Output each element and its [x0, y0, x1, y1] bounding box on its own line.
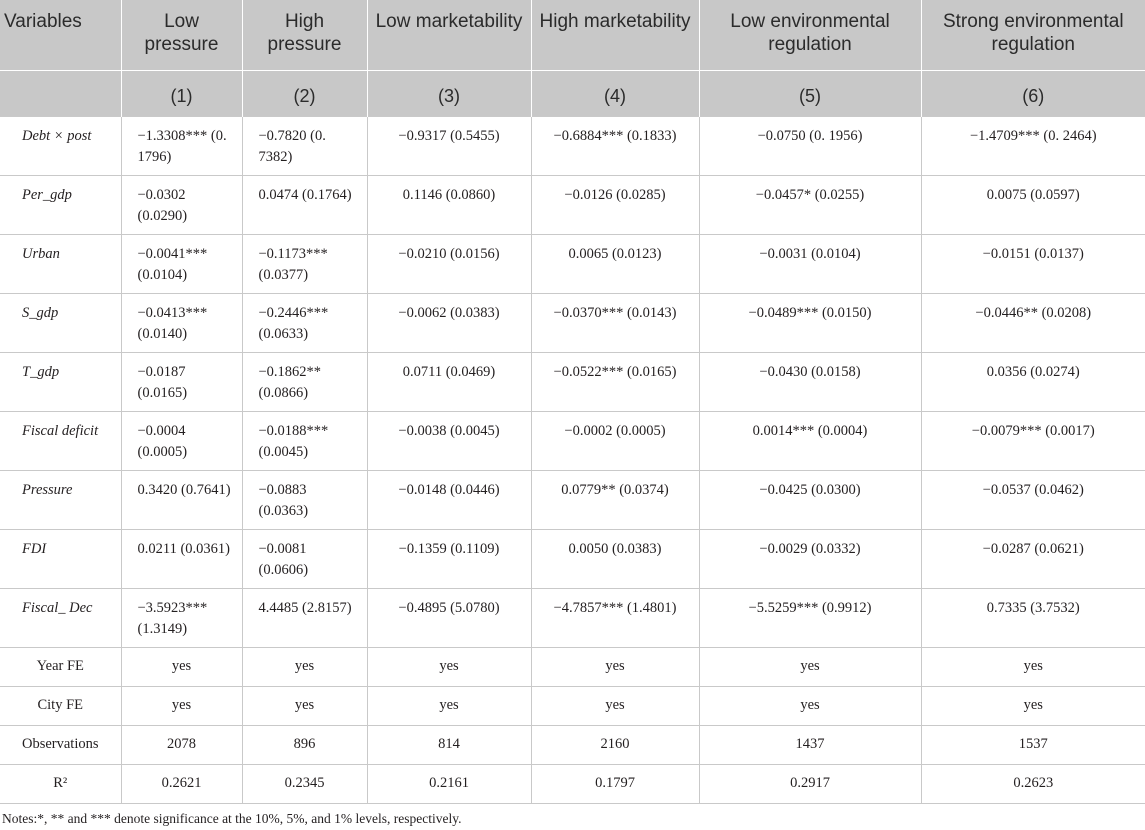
table-cell: yes: [921, 686, 1145, 725]
table-cell: −0.0126 (0.0285): [531, 175, 699, 234]
table-cell: 0.0711 (0.0469): [367, 352, 531, 411]
table-cell: −0.0413*** (0.0140): [121, 293, 242, 352]
header-row-numbers: [0, 70, 1145, 116]
table-cell: −0.0187 (0.0165): [121, 352, 242, 411]
row-label: FDI: [0, 529, 121, 588]
table-notes: Notes:*, ** and *** denote significance at the 10%, 5%, and 1% levels, respectively.: [2, 811, 462, 826]
table-cell: −4.7857*** (1.4801): [531, 588, 699, 647]
table-cell: −0.0081 (0.0606): [242, 529, 367, 588]
table-row: [0, 588, 1145, 647]
row-label: Debt × post: [0, 116, 121, 175]
table-cell: 0.7335 (3.7532): [921, 588, 1145, 647]
table-cell: 896: [242, 725, 367, 764]
table-cell: −0.1359 (0.1109): [367, 529, 531, 588]
table-cell: −0.0004 (0.0005): [121, 411, 242, 470]
table-cell: yes: [242, 647, 367, 686]
table-cell: 0.1146 (0.0860): [367, 175, 531, 234]
table-header: [0, 0, 1145, 116]
table-cell: −0.1173*** (0.0377): [242, 234, 367, 293]
table-cell: −5.5259*** (0.9912): [699, 588, 921, 647]
table-cell: −0.0430 (0.0158): [699, 352, 921, 411]
table-cell: −0.0522*** (0.0165): [531, 352, 699, 411]
table-cell: 0.3420 (0.7641): [121, 470, 242, 529]
row-label: Fiscal deficit: [0, 411, 121, 470]
table-cell: −1.4709*** (0. 2464): [921, 116, 1145, 175]
table-cell: −0.0287 (0.0621): [921, 529, 1145, 588]
table-cell: 0.2345: [242, 764, 367, 803]
table-row: [0, 647, 1145, 686]
table-cell: −0.0446** (0.0208): [921, 293, 1145, 352]
table-cell: 1537: [921, 725, 1145, 764]
table-cell: yes: [367, 647, 531, 686]
table-cell: −0.0210 (0.0156): [367, 234, 531, 293]
table-cell: yes: [367, 686, 531, 725]
table-cell: −1.3308*** (0. 1796): [121, 116, 242, 175]
table-cell: 0.2621: [121, 764, 242, 803]
row-label: R²: [0, 764, 121, 803]
row-label: City FE: [0, 686, 121, 725]
table-cell: 0.2161: [367, 764, 531, 803]
table-row: [0, 175, 1145, 234]
table-body: [0, 116, 1145, 803]
table-cell: −0.0041*** (0.0104): [121, 234, 242, 293]
column-number-6: (6): [921, 70, 1145, 116]
column-number-4: (4): [531, 70, 699, 116]
table-cell: −0.6884*** (0.1833): [531, 116, 699, 175]
table-cell: 4.4485 (2.8157): [242, 588, 367, 647]
table-cell: yes: [121, 647, 242, 686]
table-cell: −0.0029 (0.0332): [699, 529, 921, 588]
table-cell: 0.0474 (0.1764): [242, 175, 367, 234]
table-cell: −0.0489*** (0.0150): [699, 293, 921, 352]
table-row: [0, 764, 1145, 803]
table-cell: 0.0065 (0.0123): [531, 234, 699, 293]
table-cell: −3.5923*** (1.3149): [121, 588, 242, 647]
table-row: [0, 725, 1145, 764]
table-cell: −0.7820 (0. 7382): [242, 116, 367, 175]
table-cell: −0.0883 (0.0363): [242, 470, 367, 529]
row-label: Fiscal_ Dec: [0, 588, 121, 647]
table-cell: yes: [242, 686, 367, 725]
table-cell: −0.2446*** (0.0633): [242, 293, 367, 352]
row-label: Pressure: [0, 470, 121, 529]
table-cell: −0.0151 (0.0137): [921, 234, 1145, 293]
table-cell: yes: [699, 647, 921, 686]
table-cell: 0.0211 (0.0361): [121, 529, 242, 588]
table-cell: −0.0370*** (0.0143): [531, 293, 699, 352]
header-row-labels: [0, 0, 1145, 70]
table-cell: −0.0425 (0.0300): [699, 470, 921, 529]
header-col-3: Low marketability: [367, 0, 531, 70]
row-label: T_gdp: [0, 352, 121, 411]
column-number-5: (5): [699, 70, 921, 116]
table-cell: −0.1862** (0.0866): [242, 352, 367, 411]
table-row: [0, 529, 1145, 588]
table-cell: 0.0075 (0.0597): [921, 175, 1145, 234]
table-cell: −0.0148 (0.0446): [367, 470, 531, 529]
table-cell: 2078: [121, 725, 242, 764]
table-cell: −0.9317 (0.5455): [367, 116, 531, 175]
row-label: Year FE: [0, 647, 121, 686]
table-cell: 1437: [699, 725, 921, 764]
column-number-2: (2): [242, 70, 367, 116]
row-label: Per_gdp: [0, 175, 121, 234]
header-variables: Variables: [0, 0, 121, 70]
header-col-4: High marketability: [531, 0, 699, 70]
table-cell: 0.0050 (0.0383): [531, 529, 699, 588]
table-cell: −0.0079*** (0.0017): [921, 411, 1145, 470]
table-cell: −0.0750 (0. 1956): [699, 116, 921, 175]
table-row: [0, 686, 1145, 725]
column-number-1: (1): [121, 70, 242, 116]
table-cell: yes: [921, 647, 1145, 686]
table-row: [0, 234, 1145, 293]
table-cell: 814: [367, 725, 531, 764]
column-number-3: (3): [367, 70, 531, 116]
table-cell: 0.0014*** (0.0004): [699, 411, 921, 470]
table-cell: yes: [699, 686, 921, 725]
table-row: [0, 411, 1145, 470]
table-cell: −0.0537 (0.0462): [921, 470, 1145, 529]
table-row: [0, 470, 1145, 529]
table-cell: −0.0031 (0.0104): [699, 234, 921, 293]
table-cell: −0.4895 (5.0780): [367, 588, 531, 647]
header-col-5: Low environmental regulation: [699, 0, 921, 70]
header-col-1: Low pressure: [121, 0, 242, 70]
table-cell: 2160: [531, 725, 699, 764]
row-label: Urban: [0, 234, 121, 293]
table-cell: −0.0188*** (0.0045): [242, 411, 367, 470]
table-cell: 0.2623: [921, 764, 1145, 803]
table-cell: yes: [121, 686, 242, 725]
table-row: [0, 352, 1145, 411]
table-cell: −0.0302 (0.0290): [121, 175, 242, 234]
table-cell: yes: [531, 647, 699, 686]
table-row: [0, 116, 1145, 175]
table-cell: −0.0062 (0.0383): [367, 293, 531, 352]
row-label: S_gdp: [0, 293, 121, 352]
table-cell: −0.0038 (0.0045): [367, 411, 531, 470]
table-cell: 0.0779** (0.0374): [531, 470, 699, 529]
table-cell: −0.0002 (0.0005): [531, 411, 699, 470]
table-row: [0, 293, 1145, 352]
header-col-6: Strong environmental regulation: [921, 0, 1145, 70]
table-cell: 0.1797: [531, 764, 699, 803]
table-cell: 0.2917: [699, 764, 921, 803]
table-cell: yes: [531, 686, 699, 725]
table-cell: −0.0457* (0.0255): [699, 175, 921, 234]
header-blank: [0, 70, 121, 116]
table-cell: 0.0356 (0.0274): [921, 352, 1145, 411]
row-label: Observations: [0, 725, 121, 764]
header-col-2: High pressure: [242, 0, 367, 70]
